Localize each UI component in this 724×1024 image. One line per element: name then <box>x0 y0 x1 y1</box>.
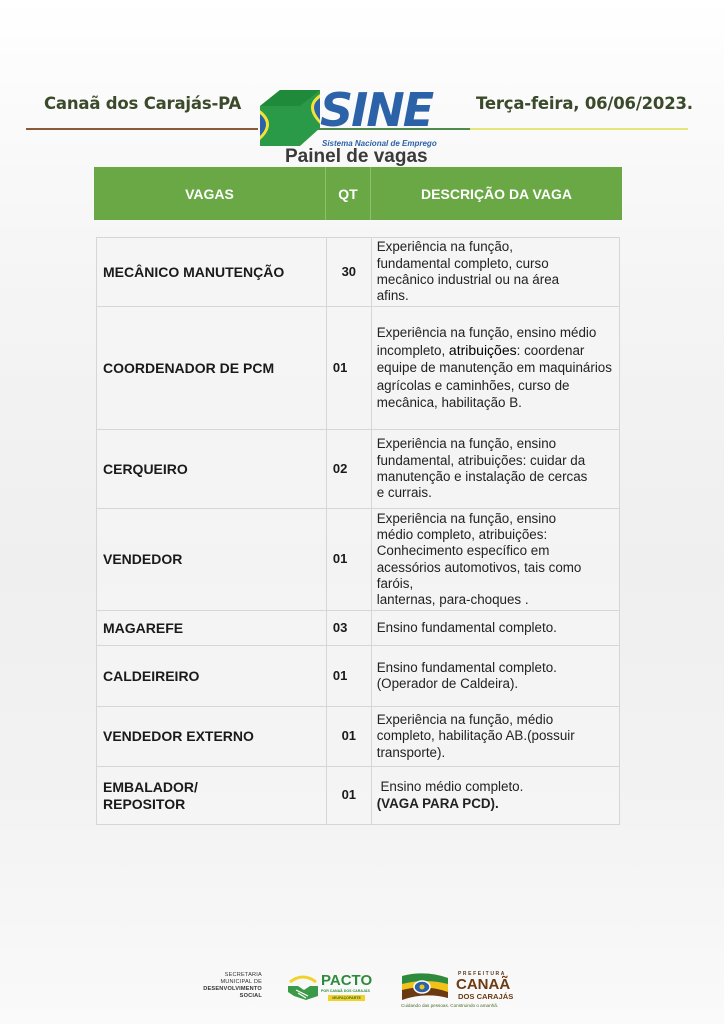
desc-line: e currais. <box>376 485 432 501</box>
desc-cell <box>371 307 619 430</box>
role-cell: MAGAREFE <box>97 611 327 646</box>
desc-line: afins. <box>376 288 409 304</box>
prefeitura-label: PREFEITURA <box>458 971 506 977</box>
qt-cell: 01 <box>326 767 371 825</box>
secretaria-line: SOCIAL <box>239 993 262 999</box>
qt-cell: 01 <box>326 646 371 707</box>
table-row <box>97 707 620 767</box>
table-row <box>97 767 620 825</box>
desc-emphasis: (VAGA PARA PCD). <box>376 795 499 811</box>
desc-cell <box>371 646 619 707</box>
role-cell: CERQUEIRO <box>97 430 327 509</box>
table-row <box>97 646 620 707</box>
desc-cell <box>371 430 619 509</box>
desc-cell <box>371 707 619 767</box>
date-label: Terça-feira, 06/06/2023. <box>476 94 693 113</box>
desc-line: Ensino médio completo. <box>376 779 524 795</box>
secretaria-line: SECRETARIA <box>224 972 262 978</box>
pacto-hashtag: #EUFAÇOPARTE <box>328 995 365 1001</box>
table-row <box>97 238 620 307</box>
desc-line: mecânico industrial ou na área <box>376 272 560 287</box>
canaa-wordmark: CANAÃ <box>456 976 511 993</box>
table-header <box>94 167 622 220</box>
desc-cell <box>371 509 619 611</box>
sine-logo-icon <box>250 88 320 148</box>
desc-line: fundamental, atribuições: cuidar da <box>376 452 586 468</box>
secretaria-line: MUNICIPAL DE <box>220 979 262 985</box>
dos-carajas-label: DOS CARAJÁS <box>458 992 514 1001</box>
desc-line: Experiência na função, <box>376 239 513 255</box>
table-row <box>97 611 620 646</box>
desc-line: Ensino fundamental completo. <box>376 659 557 675</box>
prefeitura-slogan: Cuidando das pessoas. Construindo o amanhã. <box>401 1003 499 1008</box>
desc-line: acessórios automotivos, tais como <box>376 559 582 575</box>
qt-cell: 03 <box>326 611 371 646</box>
desc-line: lanternas, para-choques . <box>376 592 529 608</box>
column-header-qt: QT <box>326 167 371 220</box>
secretaria-line: DESENVOLVIMENTO <box>203 986 262 992</box>
pacto-subtitle: POR CANAÃ DOS CARAJÁS <box>321 989 370 993</box>
vacancies-table <box>96 237 620 825</box>
desc-text: Experiência na função, ensino médio incompleto, <box>376 325 597 358</box>
role-cell: VENDEDOR <box>97 509 327 611</box>
column-header-vagas: VAGAS <box>94 167 326 220</box>
column-header-descricao: DESCRIÇÃO DA VAGA <box>421 185 572 202</box>
desc-line: Conhecimento específico em <box>376 543 550 559</box>
desc-text: : coordenar equipe de manutenção em maquinários agrícolas e caminhões, curso de mecânica, habilitação B. <box>376 342 612 411</box>
desc-line: faróis, <box>376 575 414 591</box>
desc-cell <box>371 611 619 646</box>
desc-line: Experiência na função, médio <box>376 712 554 728</box>
qt-cell: 01 <box>326 509 371 611</box>
sine-subtitle: Sistema Nacional de Emprego <box>322 139 437 148</box>
panel-title: Painel de vagas <box>285 146 428 167</box>
table-row <box>97 509 620 611</box>
canaa-flag-icon <box>400 972 450 1002</box>
qt-cell: 30 <box>326 238 371 307</box>
qt-cell: 02 <box>326 430 371 509</box>
desc-line: manutenção e instalação de cercas <box>376 469 588 484</box>
header-divider-left <box>26 128 258 130</box>
sine-wordmark: SINE <box>320 83 433 137</box>
header-divider-right <box>470 128 688 130</box>
desc-line: completo, habilitação AB.(possuir <box>376 728 575 744</box>
desc-line: (Operador de Caldeira). <box>376 676 519 691</box>
desc-line: Experiência na função, ensino <box>376 436 557 452</box>
secretaria-logo <box>198 972 262 1000</box>
desc-line: Ensino fundamental completo. <box>376 619 557 635</box>
pacto-wordmark: PACTO <box>321 972 373 989</box>
city-label: Canaã dos Carajás-PA <box>44 94 242 113</box>
desc-cell <box>371 238 619 307</box>
qt-cell: 01 <box>326 307 371 430</box>
desc-line: médio completo, atribuições: <box>376 526 548 542</box>
table-row <box>97 430 620 509</box>
handshake-icon <box>286 974 320 1002</box>
role-cell: VENDEDOR EXTERNO <box>97 707 327 767</box>
qt-cell: 01 <box>326 707 371 767</box>
desc-emphasis: atribuições <box>448 341 517 358</box>
role-cell: MECÂNICO MANUTENÇÃO <box>97 238 327 307</box>
desc-line: Experiência na função, ensino <box>376 510 557 526</box>
role-cell: CALDEIREIRO <box>97 646 327 707</box>
role-cell: EMBALADOR/ REPOSITOR <box>97 767 327 825</box>
desc-line: fundamental completo, curso <box>376 255 549 271</box>
desc-cell <box>371 767 619 825</box>
desc-line: transporte). <box>376 744 446 760</box>
table-row <box>97 307 620 430</box>
role-cell: COORDENADOR DE PCM <box>97 307 327 430</box>
